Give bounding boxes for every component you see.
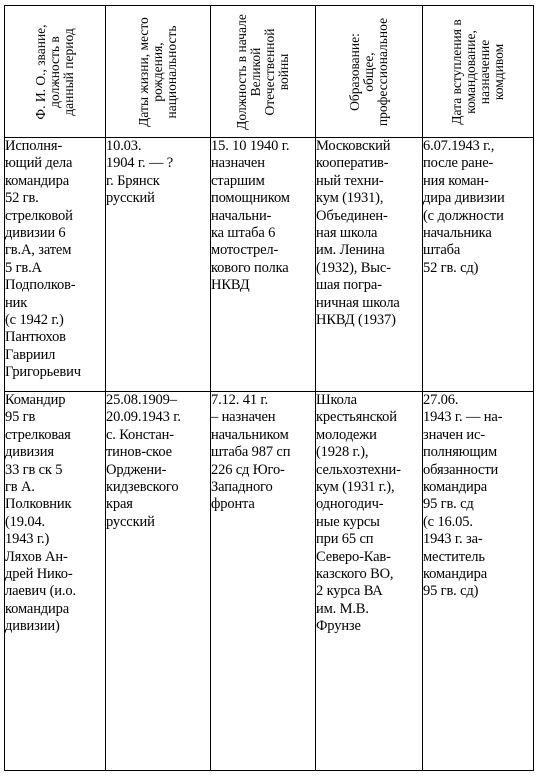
- biography-table: [4, 5, 534, 771]
- cell-text-line: Фрунзе: [316, 618, 361, 635]
- cell-text-line: 6.07.1943 г.,: [423, 138, 495, 154]
- cell-life-dates: [106, 392, 211, 771]
- cell-text-line: им. М.В.: [316, 600, 369, 617]
- cell-text-line: (с должности: [423, 207, 504, 224]
- cell-text-line: кум (1931),: [316, 190, 384, 207]
- cell-text-line: казского ВО,: [316, 566, 394, 583]
- cell-text-line: кового полка: [211, 259, 289, 276]
- cell-text-line: гв А.: [5, 479, 35, 496]
- cell-text-line: 15. 10 1940 г.: [211, 138, 290, 154]
- cell-text-line: после ране-: [423, 155, 494, 172]
- cell-text-line: назначен: [211, 155, 265, 172]
- cell-text-line: 95 гв: [5, 409, 36, 426]
- cell-text-line: начальника: [423, 225, 492, 242]
- cell-text-line: меститель: [423, 548, 485, 565]
- cell-text-line: дивизии): [5, 618, 60, 635]
- cell-text-line: ные курсы: [316, 513, 380, 530]
- cell-text-line: Северо-Кав-: [316, 548, 391, 565]
- cell-text-line: Командир: [5, 392, 66, 408]
- cell-text-line: начальником: [211, 426, 289, 443]
- cell-text-line: 27.06.: [423, 392, 459, 408]
- cell-text-line: 1904 г. — ?: [106, 155, 174, 172]
- cell-text-line: одногодич-: [316, 496, 384, 513]
- cell-text-line: Григорьевич: [5, 364, 81, 381]
- cell-text-line: Школа: [316, 392, 357, 408]
- cell-name-rank: [5, 392, 106, 771]
- cell-text-line: Объединен-: [316, 207, 388, 224]
- cell-text-line: (с 16.05.: [423, 513, 473, 530]
- cell-command-date: [423, 392, 534, 771]
- cell-text-line: 95 гв. сд: [423, 496, 474, 513]
- cell-text-line: 1943 г.): [5, 531, 50, 548]
- cell-text-line: Исполня-: [5, 138, 63, 154]
- header-education: [316, 6, 423, 138]
- header-position-at-war-start: [211, 6, 316, 138]
- cell-text-line: крестьянской: [316, 409, 397, 426]
- cell-text-line: Ляхов Ан-: [5, 548, 68, 565]
- cell-position-at-war-start: [211, 392, 316, 771]
- cell-text-line: обязанности: [423, 461, 499, 478]
- cell-education: [316, 138, 423, 392]
- cell-text-line: значен ис-: [423, 426, 485, 443]
- cell-text-line: 226 сд Юго-: [211, 461, 285, 478]
- cell-text-line: 52 гв. сд): [423, 259, 479, 276]
- cell-text-line: командира: [5, 600, 70, 617]
- cell-text-line: ка штаба 6: [211, 225, 276, 242]
- cell-text-line: (с 1942 г.): [5, 312, 64, 329]
- cell-text-line: дивизия: [5, 444, 54, 461]
- header-row: [5, 6, 534, 138]
- cell-text-line: помощником: [211, 190, 290, 207]
- cell-text-line: ный техни-: [316, 172, 384, 189]
- cell-text-line: края: [106, 496, 133, 513]
- cell-text-line: старшим: [211, 172, 265, 189]
- cell-text-line: шая погра-: [316, 277, 382, 294]
- cell-text-line: начальни-: [211, 207, 272, 224]
- cell-text-line: ник: [5, 294, 28, 311]
- cell-command-date: [423, 138, 534, 392]
- cell-text-line: Подполков-: [5, 277, 76, 294]
- cell-text-line: кум (1931 г.),: [316, 479, 395, 496]
- cell-text-line: стрелковой: [5, 207, 73, 224]
- cell-text-line: ющий дела: [5, 155, 73, 172]
- header-label: Образование: общее, профессиональное: [347, 17, 390, 126]
- cell-text-line: молодежи: [316, 426, 377, 443]
- cell-text-line: ничная школа: [316, 294, 400, 311]
- cell-text-line: 1943 г. за-: [423, 531, 483, 548]
- cell-text-line: (1932), Выс-: [316, 259, 391, 276]
- cell-text-line: кооператив-: [316, 155, 389, 172]
- header-name-rank: [5, 6, 106, 138]
- header-label: Ф. И. О., звание, должность в данный период: [33, 23, 76, 120]
- cell-text-line: фронта: [211, 496, 255, 513]
- cell-text-line: Западного: [211, 479, 273, 496]
- cell-text-line: сельхозтехни-: [316, 461, 401, 478]
- cell-text-line: г. Брянск: [106, 172, 160, 189]
- cell-text-line: тинов-ское: [106, 444, 172, 461]
- cell-text-line: ния коман-: [423, 172, 489, 189]
- cell-text-line: ная школа: [316, 225, 378, 242]
- header-label: Должность в начале Великой Отечественной войны: [234, 13, 291, 130]
- header-label: Даты жизни, место рождения, национальность: [136, 16, 179, 127]
- cell-text-line: Полковник: [5, 496, 72, 513]
- cell-text-line: дивизии 6: [5, 225, 66, 242]
- cell-text-line: 5 гв.А: [5, 259, 42, 276]
- cell-text-line: с. Констан-: [106, 426, 174, 443]
- cell-text-line: Орджени-: [106, 461, 167, 478]
- cell-text-line: гв.А, затем: [5, 242, 72, 259]
- cell-text-line: Московский: [316, 138, 391, 154]
- cell-text-line: 1943 г. — на-: [423, 409, 503, 426]
- cell-text-line: (1928 г.),: [316, 444, 369, 461]
- cell-text-line: русский: [106, 513, 155, 530]
- cell-text-line: при 65 сп: [316, 531, 374, 548]
- table-row: [5, 138, 534, 392]
- cell-text-line: полняющим: [423, 444, 498, 461]
- cell-text-line: НКВД (1937): [316, 312, 396, 329]
- cell-text-line: командира: [423, 566, 488, 583]
- table-row: [5, 392, 534, 771]
- cell-text-line: штаба 987 сп: [211, 444, 291, 461]
- cell-text-line: дира дивизии: [423, 190, 505, 207]
- cell-text-line: 7.12. 41 г.: [211, 392, 269, 408]
- cell-text-line: (19.04.: [5, 513, 46, 530]
- cell-text-line: Пантюхов: [5, 329, 66, 346]
- cell-text-line: 2 курса ВА: [316, 583, 383, 600]
- cell-text-line: 95 гв. сд): [423, 583, 479, 600]
- cell-name-rank: [5, 138, 106, 392]
- cell-text-line: 20.09.1943 г.: [106, 409, 181, 426]
- cell-text-line: мотострел-: [211, 242, 279, 259]
- cell-position-at-war-start: [211, 138, 316, 392]
- cell-text-line: Гавриил: [5, 346, 56, 363]
- cell-text-line: командира: [5, 172, 70, 189]
- cell-text-line: 52 гв.: [5, 190, 39, 207]
- cell-text-line: лаевич (и.о.: [5, 583, 76, 600]
- cell-life-dates: [106, 138, 211, 392]
- header-life-dates: [106, 6, 211, 138]
- cell-text-line: 25.08.1909–: [106, 392, 177, 408]
- cell-text-line: – назначен: [211, 409, 276, 426]
- cell-education: [316, 392, 423, 771]
- cell-text-line: им. Ленина: [316, 242, 385, 259]
- header-label: Дата вступления в командование, назначение комдивом: [449, 18, 506, 125]
- cell-text-line: НКВД: [211, 277, 250, 294]
- cell-text-line: русский: [106, 190, 155, 207]
- cell-text-line: 10.03.: [106, 138, 142, 154]
- cell-text-line: командира: [423, 479, 488, 496]
- header-command-date: [423, 6, 534, 138]
- cell-text-line: кидзевского: [106, 479, 179, 496]
- cell-text-line: штаба: [423, 242, 461, 259]
- cell-text-line: дрей Нико-: [5, 566, 73, 583]
- cell-text-line: 33 гв ск 5: [5, 461, 63, 478]
- cell-text-line: стрелковая: [5, 426, 71, 443]
